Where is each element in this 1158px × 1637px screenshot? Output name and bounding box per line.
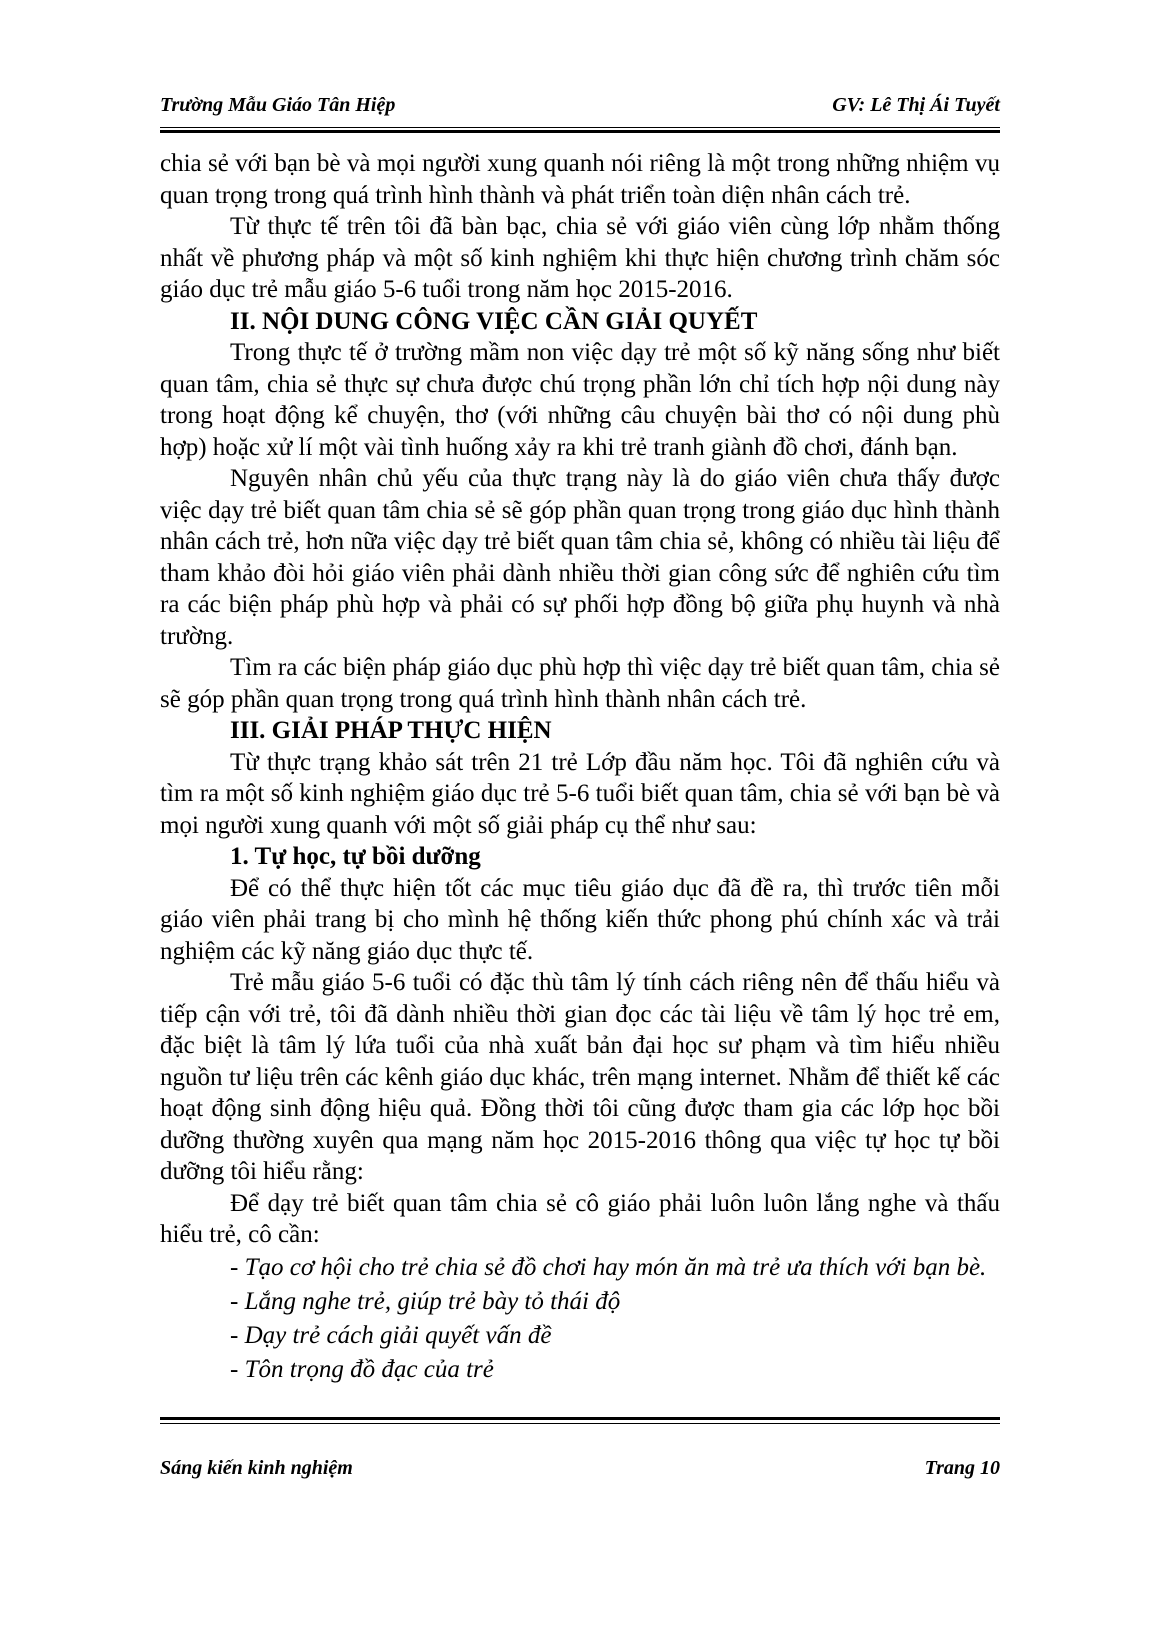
paragraph: Từ thực trạng khảo sát trên 21 trẻ Lớp đầu năm học. Tôi đã nghiên cứu và tìm ra một số kinh nghiệm giáo dục trẻ 5-6 tuổi biết quan tâm, chia sẻ với bạn bè và mọi người xung quanh với một số giải pháp cụ thể như sau: — [160, 748, 1000, 839]
paragraph: Trẻ mẫu giáo 5-6 tuổi có đặc thù tâm lý tính cách riêng nên để thấu hiểu và tiếp cận với trẻ, tôi đã dành nhiều thời gian đọc các tài liệu về tâm lý học trẻ em, đặc biệt là tâm lý lứa tuổi của nhà xuất bản đại học sư phạm và tìm hiểu nhiều nguồn tư liệu trên các kênh giáo dục khác, trên mạng internet. Nhằm để thiết kế các hoạt động sinh động hiệu quả. Đồng thời tôi cũng được tham gia các lớp học bồi dưỡng thường xuyên qua mạng năm học 2015-2016 thông qua việc tự học tự bồi dưỡng tôi hiểu rằng: — [160, 969, 1000, 1185]
subsection-heading: 1. Tự học, tự bồi dưỡng — [230, 843, 481, 870]
page-header — [160, 94, 1000, 126]
section-heading: II. NỘI DUNG CÔNG VIỆC CẦN GIẢI QUYẾT — [230, 307, 758, 335]
page-number: Trang 10 — [924, 1457, 1000, 1479]
header-rule-thick — [160, 130, 1000, 133]
paragraph: Trong thực tế ở trường mầm non việc dạy trẻ một số kỹ năng sống như biết quan tâm, chia sẻ thực sự chưa được chú trọng phần lớn chỉ tích hợp nội dung này trong hoạt động kể chuyện, thơ (với những câu chuyện bài thơ có nội dung phù hợp) hoặc xử lí một vài tình huống xảy ra khi trẻ tranh giành đồ chơi, đánh bạn. — [160, 339, 1000, 461]
paragraph: Để dạy trẻ biết quan tâm chia sẻ cô giáo phải luôn luôn lắng nghe và thấu hiểu trẻ, cô cần: — [160, 1189, 1000, 1248]
paragraph: Để có thể thực hiện tốt các mục tiêu giáo dục đã đề ra, thì trước tiên mỗi giáo viên phải trang bị cho mình hệ thống kiến thức phong phú chính xác và trải nghiệm các kỹ năng giáo dục thực tế. — [160, 874, 1000, 965]
section-heading: III. GIẢI PHÁP THỰC HIỆN — [230, 717, 552, 744]
page-body — [160, 148, 1000, 1387]
list-item: - Tạo cơ hội cho trẻ chia sẻ đồ chơi hay món ăn mà trẻ ưa thích với bạn bè. — [230, 1253, 987, 1281]
paragraph: Từ thực tế trên tôi đã bàn bạc, chia sẻ với giáo viên cùng lớp nhằm thống nhất về phương pháp và một số kinh nghiệm khi thực hiện chương trình chăm sóc giáo dục trẻ mẫu giáo 5-6 tuổi trong năm học 2015-2016. — [160, 213, 1000, 303]
header-rule-thin — [160, 127, 1000, 128]
list-item: - Tôn trọng đồ đạc của trẻ — [230, 1355, 494, 1383]
footer-rule-thick — [160, 1417, 1000, 1420]
teacher-name: GV: Lê Thị Ái Tuyết — [832, 94, 1000, 116]
paragraph: Tìm ra các biện pháp giáo dục phù hợp thì việc dạy trẻ biết quan tâm, chia sẻ sẽ góp phần quan trọng trong quá trình hình thành nhân cách trẻ. — [160, 654, 1000, 713]
list-item: - Dạy trẻ cách giải quyết vấn đề — [230, 1321, 552, 1349]
footer-title: Sáng kiến kinh nghiệm — [160, 1457, 353, 1479]
list-item: - Lắng nghe trẻ, giúp trẻ bày tỏ thái độ — [230, 1287, 621, 1315]
page-footer — [160, 1457, 1000, 1487]
paragraph: Nguyên nhân chủ yếu của thực trạng này là do giáo viên chưa thấy được việc dạy trẻ biết quan tâm chia sẻ sẽ góp phần quan trọng trong giáo dục hình thành nhân cách trẻ, hơn nữa việc dạy trẻ biết quan tâm chia sẻ, không có nhiều tài liệu để tham khảo đòi hỏi giáo viên phải dành nhiều thời gian công sức để nghiên cứu tìm ra các biện pháp phù hợp và phải có sự phối hợp đồng bộ giữa phụ huynh và nhà trường. — [160, 465, 1000, 650]
footer-rule-thin — [160, 1423, 1000, 1424]
school-name: Trường Mẫu Giáo Tân Hiệp — [160, 94, 396, 116]
paragraph: chia sẻ với bạn bè và mọi người xung quanh nói riêng là một trong những nhiệm vụ quan trọng trong quá trình hình thành và phát triển toàn diện nhân cách trẻ. — [160, 150, 1000, 209]
